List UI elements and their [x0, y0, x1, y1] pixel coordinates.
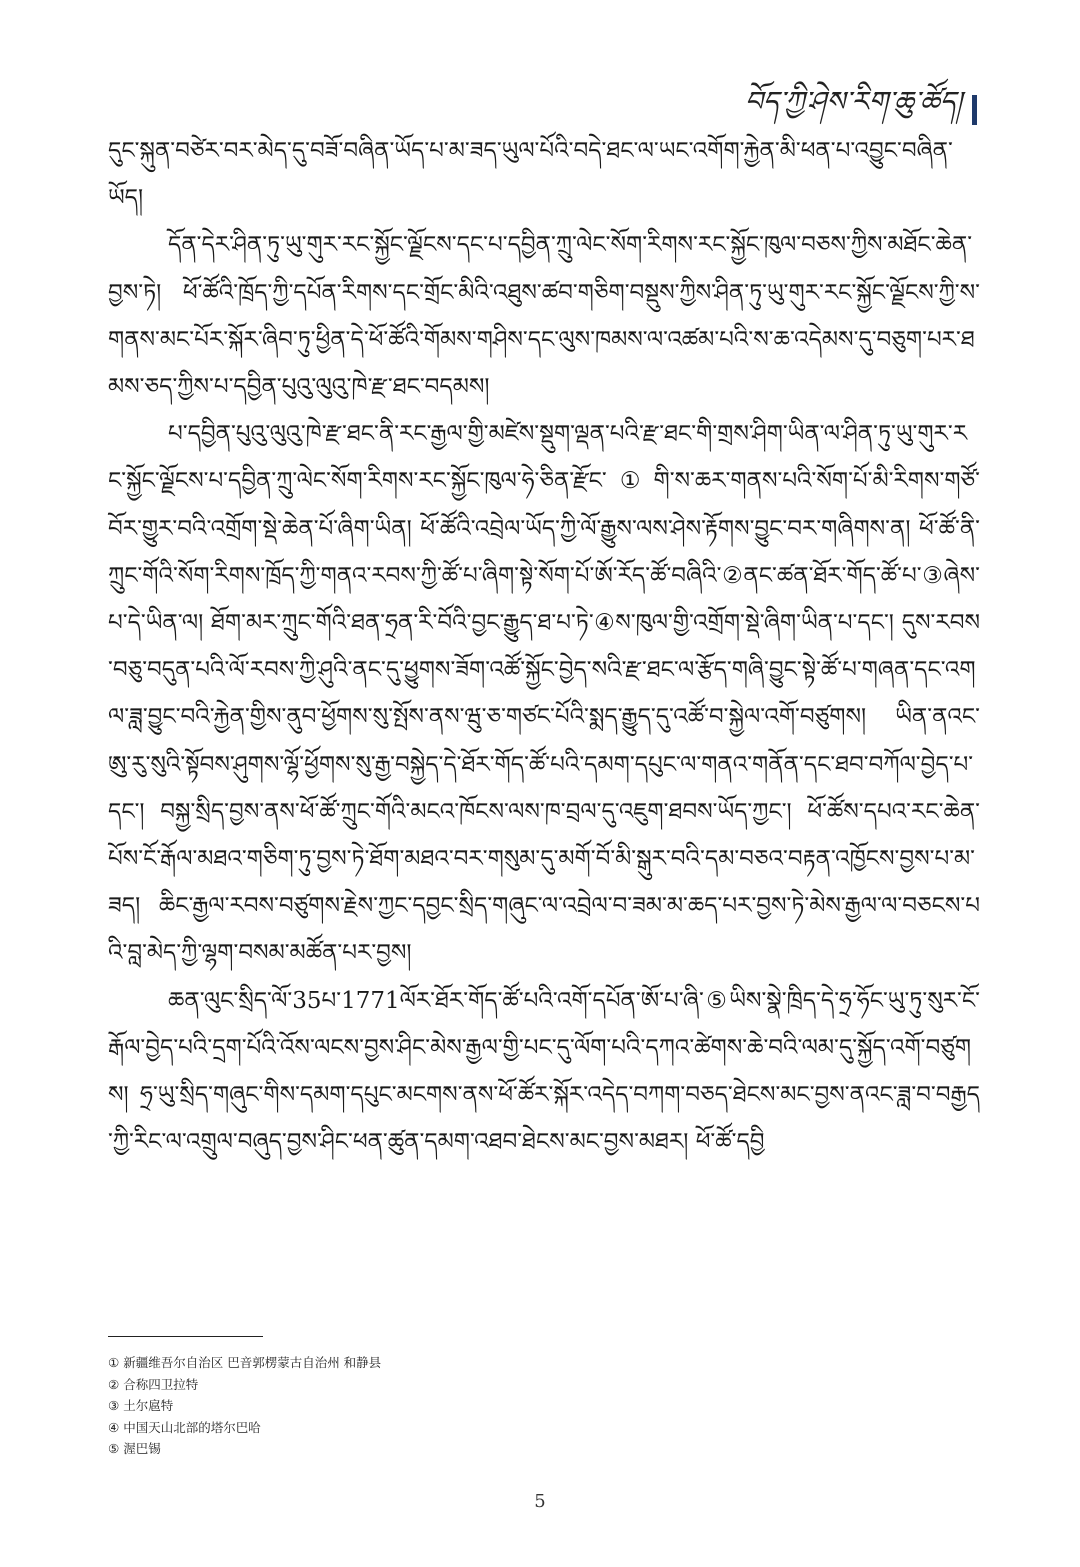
- footnote-item: [108, 1374, 708, 1396]
- footnote-item: [108, 1417, 708, 1439]
- footnote-marker: ②: [108, 1376, 120, 1392]
- paragraph-3: པ་དབྱིན་པུའུ་ལུའུ་ཁེ་རྫ་ཐང་ནི་རང་རྒྱལ་གྱི་མཛེས་སྡུག་ལྡན་པའི་རྫ་ཐང་གི་གྲས་ཤིག་ཡིན་ལ་ཤིན་ཏུ་ཡུ་གུར་རང་སྐྱོང་ལྗོངས་པ་དབྱིན་ཀྲུ་ལེང་སོག་རིགས་རང་སྐྱོང་ཁུལ་ཧེ་ཅིན་རྫོང་①གི་ས་ཆར་གནས་པའི་སོག་པོ་མི་རིགས་གཙོ་བོར་གྱུར་བའི་འགྲོག་སྡེ་ཆེན་པོ་ཞིག་ཡིན། ཕོ་ཚོའི་འབྲེལ་ཡོད་ཀྱི་ལོ་རྒྱུས་ལས་ཤེས་རྟོགས་བྱུང་བར་གཞིགས་ན། ཕོ་ཚོ་ནི་ཀྲུང་གོའི་སོག་རིགས་ཁྲོད་ཀྱི་གནའ་རབས་ཀྱི་ཚོ་པ་ཞིག་སྟེ་སོག་པོ་ཨོ་རོད་ཚོ་བཞིའི་②ནང་ཚན་ཐོར་གོད་ཚོ་པ་③ཞེས་པ་དེ་ཡིན་ལ། ཐོག་མར་ཀྲུང་གོའི་ཐན་ཧྲན་རི་བོའི་བྱང་རྒྱུད་ཐ་པ་ཏེ་④ས་ཁུལ་གྱི་འགྲོག་སྡེ་ཞིག་ཡིན་པ་དང་། དུས་རབས་བཅུ་བདུན་པའི་ལོ་རབས་ཀྱི་ཤུའི་ནང་དུ་ཕྱུགས་ཟོག་འཚོ་སྐྱོང་བྱེད་སའི་རྫ་ཐང་ལ་རྩོད་གཞི་བྱུང་སྟེ་ཚོ་པ་གཞན་དང་འགལ་ཟླ་བྱུང་བའི་རྐྱེན་གྱིས་ནུབ་ཕྱོགས་སུ་སྤོས་ནས་ཝུ་ཅ་གཙང་པོའི་སྨད་རྒྱུད་དུ་འཚོ་བ་སྐྱེལ་འགོ་བཙུགས། ཡིན་ནའང་ཨུ་རུ་སུའི་སྟོབས་ཤུགས་ལྷོ་ཕྱོགས་སུ་རྒྱ་བསྐྱེད་དེ་ཐོར་གོད་ཚོ་པའི་དམག་དཔུང་ལ་གནའ་གནོན་དང་ཐབ་བཀོལ་བྱེད་པ་དང་། བསྐྱ་སྲིད་བྱས་ནས་ཕོ་ཚོ་ཀྲུང་གོའི་མངའ་ཁོངས་ལས་ཁ་བྲལ་དུ་འཇུག་ཐབས་ཡོད་ཀྱང་། ཕོ་ཚོས་དཔའ་རང་ཆེན་པོས་ངོ་རྒོལ་མཐའ་གཅིག་ཏུ་བྱས་ཏེ་ཐོག་མཐའ་བར་གསུམ་དུ་མགོ་བོ་མི་སྒུར་བའི་དམ་བཅའ་བརྟན་འཁྱོངས་བྱས་པ་མ་ཟད། ཆིང་རྒྱལ་རབས་བཙུགས་རྗེས་ཀྱང་དབྱང་སྲིད་གཞུང་ལ་འབྲེལ་བ་ཟམ་མ་ཆད་པར་བྱས་ཏེ་མེས་རྒྱལ་ལ་བཅངས་པའི་བླ་མེད་ཀྱི་ལྷག་བསམ་མཚོན་པར་བྱས།: [108, 421, 980, 967]
- paragraph-1: དུང་སྐུན་བཙེར་བར་མེད་དུ་བཟོ་བཞིན་ཡོད་པ་མ་ཟད་ཡུལ་པོའི་བདེ་ཐང་ལ་ཡང་འགོག་རྐྱེན་མི་ཕན་པ་འབྱུང་བཞིན་ཡོད།: [108, 138, 953, 212]
- footnote-item: [108, 1395, 708, 1417]
- footnote-marker: ⑤: [108, 1441, 120, 1457]
- header-accent-bar: [972, 95, 977, 125]
- footnote-text: 土尔扈特: [123, 1398, 174, 1414]
- footnote-list: [108, 1352, 708, 1460]
- footnote-marker: ③: [108, 1398, 120, 1414]
- footnote-item: [108, 1438, 708, 1460]
- footnote-text: 合称四卫拉特: [123, 1376, 199, 1392]
- page-number: 5: [534, 1491, 546, 1512]
- paragraph-4: ཆན་ལུང་སྲིད་ལོ་35པ་1771ལོར་ཐོར་གོད་ཚོ་པའི་འགོ་དཔོན་ཨོ་པ་ཞི་⑤ཡིས་སྣེ་ཁྲིད་དེ་ཧྲ་ཧོང་ཡུ་ཏུ་སུར་ངོ་རྒོལ་བྱེད་པའི་དྲག་པོའི་འོས་ལངས་བྱས་ཤིང་མེས་རྒྱལ་གྱི་པང་དུ་ལོག་པའི་དཀའ་ཚེགས་ཆེ་བའི་ལམ་དུ་སྐྱོད་འགོ་བཙུགས། ཧྲ་ཡུ་སྲིད་གཞུང་གིས་དམག་དཔུང་མངགས་ནས་ཕོ་ཚོར་སྐོར་འདེད་བཀག་བཅད་ཐེངས་མང་བྱས་ནའང་ཟླ་བ་བརྒྱད་ཀྱི་རིང་ལ་འགྲུལ་བཞུད་བྱས་ཤིང་ཕན་ཚུན་དམག་འཐབ་ཐེངས་མང་བྱས་མཐར། ཕོ་ཚོ་དབྱི: [108, 987, 980, 1156]
- footnote-text: 中国天山北部的塔尔巴哈: [123, 1419, 261, 1435]
- paragraph-2: དོན་དེར་ཤིན་ཏུ་ཡུ་གུར་རང་སྐྱོང་ལྗོངས་དང་པ་དབྱིན་ཀྲུ་ལེང་སོག་རིགས་རང་སྐྱོང་ཁུལ་བཅས་ཀྱིས་མཐོང་ཆེན་བྱས་ཏེ། ཕོ་ཚོའི་ཁྲོད་ཀྱི་དཔོན་རིགས་དང་གྲོང་མིའི་འཐུས་ཚབ་གཅིག་བསྡུས་ཀྱིས་ཤིན་ཏུ་ཡུ་གུར་རང་སྐྱོང་ལྗོངས་ཀྱི་ས་གནས་མང་པོར་སྐོར་ཞིབ་ཏུ་ཕྱིན་དེ་ཕོ་ཚོའི་གོམས་གཤིས་དང་ལུས་ཁམས་ལ་འཚམ་པའི་ས་ཆ་འདེམས་དུ་བཅུག་པར་ཐམས་ཅད་ཀྱིས་པ་དབྱིན་པུའུ་ལུའུ་ཁེ་རྫ་ཐང་བདམས།: [108, 232, 980, 401]
- footnote-divider: [108, 1336, 263, 1337]
- footnote-text: 新疆维吾尔自治区 巴音郭楞蒙古自治州 和静县: [123, 1355, 382, 1370]
- footnote-item: [108, 1352, 708, 1374]
- main-text: [108, 128, 980, 1166]
- footnote-text: 渥巴锡: [123, 1441, 161, 1457]
- footnote-marker: ④: [108, 1419, 120, 1435]
- footnote-marker: ①: [108, 1355, 120, 1370]
- header-title: བོད་ཀྱི་ཤེས་རིག་ཆུ་ཚོད།: [744, 85, 962, 118]
